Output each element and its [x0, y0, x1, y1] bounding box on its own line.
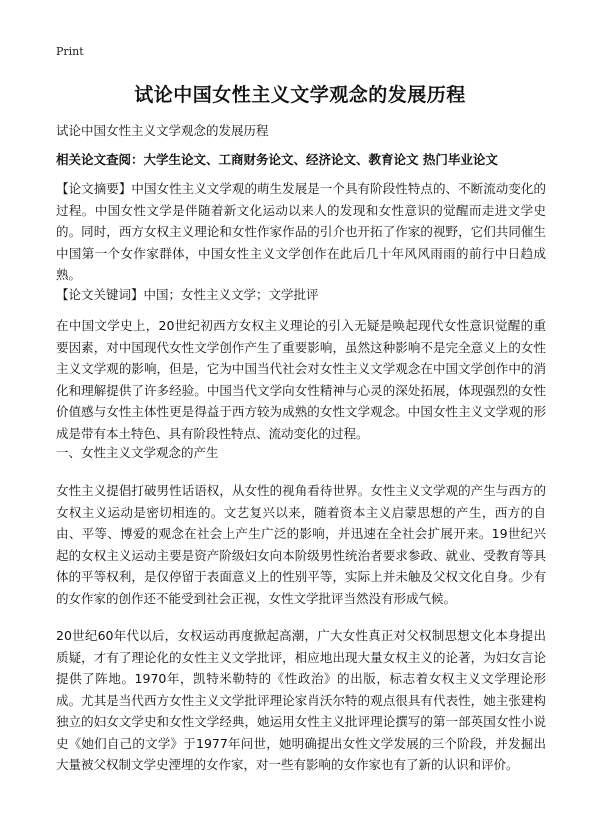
related-papers-prefix: 相关论文查阅：	[56, 152, 144, 167]
related-papers-line	[56, 150, 498, 168]
related-papers-links[interactable]: 大学生论文、工商财务论文、经济论文、教育论文 热门毕业论文	[143, 152, 498, 167]
keywords-label: 【论文关键词】	[56, 287, 144, 302]
section-heading-text: 一、女性主义文学观念的产生	[56, 445, 219, 460]
abstract-section	[56, 178, 546, 286]
body-paragraph-2	[56, 480, 546, 609]
paragraph-text: 在中国文学史上，20世纪初西方女权主义理论的引入无疑是唤起现代女性意识觉醒的重要因素，对中国现代女性文学创作产生了重要影响，虽然这种影响不是完全意义上的女性主义文学观的影响，但是，它为中国当代社会对女性主义文学观念在中国文学创作中的消化和理解提供了许多经验。中国当代文学向女性精神与心灵的深处拓展，体现强烈的女性价值感与女性主体性更是得益于西方较为成熟的女性文学观念。中国女性主义文学观的形成是带有本土特色、具有阶段性特点、流动变化的过程。	[56, 318, 546, 441]
keywords-paragraph	[56, 284, 546, 306]
abstract-text: 中国女性主义文学观的萌生发展是一个具有阶段性特点的、不断流动变化的过程。中国女性文学是伴随着新文化运动以来人的发现和女性意识的觉醒而走进文学史的。同时，西方女权主义理论和女性作家作品的引介也开拓了作家的视野，它们共同催生中国第一个女作家群体，中国女性主义文学创作在此后几十年风风雨雨的前行中日趋成熟。	[56, 181, 546, 282]
paragraph-text: 女性主义提倡打破男性话语权，从女性的视角看待世界。女性主义文学观的产生与西方的女权主义运动是密切相连的。文艺复兴以来，随着资本主义启蒙思想的产生，西方的自由、平等、博爱的观念在社会上产生广泛的影响，并迅速在全社会扩展开来。19世纪兴起的女权主义运动主要是资产阶级妇女向本阶级男性统治者要求参政、就业、受教育等具体的平等权利，是仅停留于表面意义上的性别平等，实际上并未触及父权文化自身。少有的女作家的创作还不能受到社会正视，女性文学批评当然没有形成气候。	[56, 483, 546, 606]
body-paragraph-1	[56, 315, 546, 444]
subtitle: 试论中国女性主义文学观念的发展历程	[56, 123, 269, 138]
section-heading-1	[56, 442, 546, 464]
body-paragraph-3	[56, 625, 546, 776]
keywords-text: 中国；女性主义文学；文学批评	[143, 287, 319, 302]
keywords-section	[56, 284, 546, 306]
print-label: Print	[56, 45, 84, 58]
paragraph-text: 20世纪60年代以后，女权运动再度掀起高潮，广大女性真正对父权制思想文化本身提出质疑，才有了理论化的女性主义文学批评，相应地出现大量女权主义的论著，为妇女言论提供了阵地。1970年，凯特米勒特的《性政治》的出版，标志着女权主义文学理论形成。尤其是当代西方女性主义文学批评理论家肖沃尔特的观点很具有代表性，她主张建构独立的妇女文学史和女性文学经典，她运用女性主义批评理论撰写的第一部英国女性小说史《她们自己的文学》于1977年问世，她明确提出女性文学发展的三个阶段，并发掘出大量被父权制文学史湮埋的女作家，对一些有影响的女作家也有了新的认识和评价。	[56, 628, 546, 772]
page-title: 试论中国女性主义文学观念的发展历程	[134, 84, 466, 106]
abstract-label: 【论文摘要】	[56, 181, 132, 196]
abstract-paragraph	[56, 178, 546, 286]
